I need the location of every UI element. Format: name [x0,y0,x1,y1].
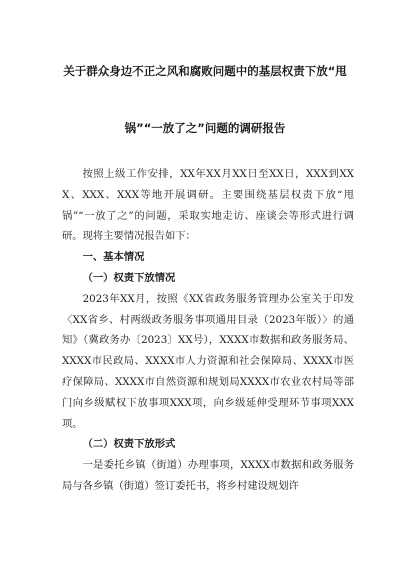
section-heading-basic-situation: 一、基本情况 [82,251,145,264]
delegation-forms-paragraph: 一是委托乡镇（街道）办理事项，XXXX市数据和政务服务局与各乡镇（街道）签订委托书，将乡村建设规划许 [62,459,354,492]
delegation-status-paragraph: 2023年XX月，按照《XX省政务服务管理办公室关于印发〈XX省乡、村两级政务服务事项通用目录（2023年版）〉的通知》（冀政务办〔2023〕XX号），XXXX市数据和政务服务局、XXXX市民政局、XXXX市人力资源和社会保障局、XXXX市医疗保障局、XXXX市自然资源和规划局XXXX市农业农村局等部门向乡级赋权下放事项XXX项，向乡级延伸受理环节事项XXX项。 [62,292,354,430]
subsection-heading-delegation-forms: （二）权责下放形式 [82,438,176,451]
document-title-line-2: 锅”“一放了之”问题的调研报告 [124,121,286,135]
intro-paragraph: 按照上级工作安排，XX年XX月XX日至XX日，XXX到XXX、XXX、XXX等地开展调研。主要围绕基层权责下放“甩锅”“一放了之”的问题，采取实地走访、座谈会等形式进行调研。现将主要情况报告如下： [62,168,354,243]
document-body [62,164,354,497]
document-title-line-1: 关于群众身边不正之风和腐败问题中的基层权责下放“甩 [63,64,347,78]
subsection-heading-delegation-status: （一）权责下放情况 [82,271,176,284]
